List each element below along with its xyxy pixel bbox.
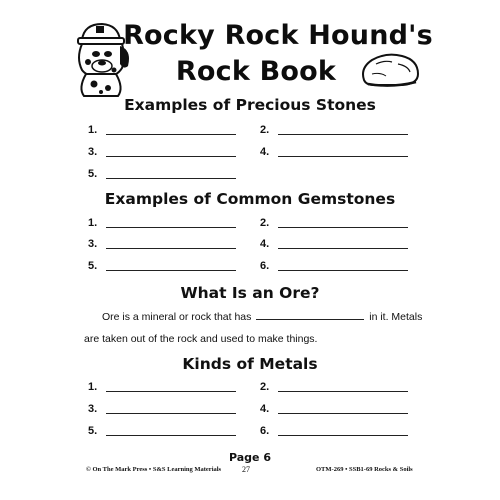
answer-line[interactable]	[106, 413, 236, 414]
list-number: 5.	[88, 168, 98, 180]
answer-line[interactable]	[278, 248, 408, 249]
page-title-line2: Rock Book	[175, 56, 337, 87]
answer-line[interactable]	[106, 435, 236, 436]
answer-line[interactable]	[106, 227, 236, 228]
ore-text-part1: Ore is a mineral or rock that has	[102, 311, 252, 323]
list-number: 2.	[260, 124, 270, 136]
answer-line[interactable]	[278, 227, 408, 228]
list-number: 5.	[88, 425, 98, 437]
list-number: 3.	[88, 403, 98, 415]
list-number: 4.	[260, 146, 270, 158]
answer-line[interactable]	[278, 134, 408, 135]
section-heading-metals: Kinds of Metals	[182, 355, 318, 373]
list-number: 2.	[260, 217, 270, 229]
answer-line[interactable]	[278, 391, 408, 392]
list-number: 1.	[88, 381, 98, 393]
answer-line[interactable]	[278, 270, 408, 271]
answer-line[interactable]	[106, 156, 236, 157]
list-number: 3.	[88, 146, 98, 158]
section-heading-gemstones: Examples of Common Gemstones	[104, 190, 396, 208]
list-number: 2.	[260, 381, 270, 393]
answer-line[interactable]	[278, 156, 408, 157]
answer-line[interactable]	[106, 248, 236, 249]
section-heading-ore: What Is an Ore?	[180, 284, 320, 302]
list-number: 4.	[260, 403, 270, 415]
list-number: 3.	[88, 238, 98, 250]
ore-blank-line[interactable]	[256, 309, 364, 320]
page-number: Page 6	[228, 451, 271, 464]
list-number: 6.	[260, 260, 270, 272]
ore-line-2: are taken out of the rock and used to make things.	[84, 333, 318, 345]
ore-line-1	[84, 306, 444, 328]
answer-line[interactable]	[106, 391, 236, 392]
list-number: 1.	[88, 124, 98, 136]
list-number: 5.	[88, 260, 98, 272]
answer-line[interactable]	[278, 413, 408, 414]
ore-text-part2: in it. Metals	[369, 311, 423, 323]
answer-line[interactable]	[106, 134, 236, 135]
footer-page-index: 27	[242, 465, 250, 474]
list-number: 4.	[260, 238, 270, 250]
answer-line[interactable]	[278, 435, 408, 436]
footer-copyright: © On The Mark Press • S&S Learning Materials	[86, 466, 222, 473]
footer-series: OTM-269 • SSB1-69 Rocks & Soils	[316, 466, 413, 473]
answer-line[interactable]	[106, 178, 236, 179]
ore-paragraph	[84, 306, 444, 350]
section-heading-precious: Examples of Precious Stones	[124, 96, 376, 114]
page-title-line1: Rocky Rock Hound's	[123, 20, 433, 51]
answer-line[interactable]	[106, 270, 236, 271]
list-number: 6.	[260, 425, 270, 437]
list-number: 1.	[88, 217, 98, 229]
